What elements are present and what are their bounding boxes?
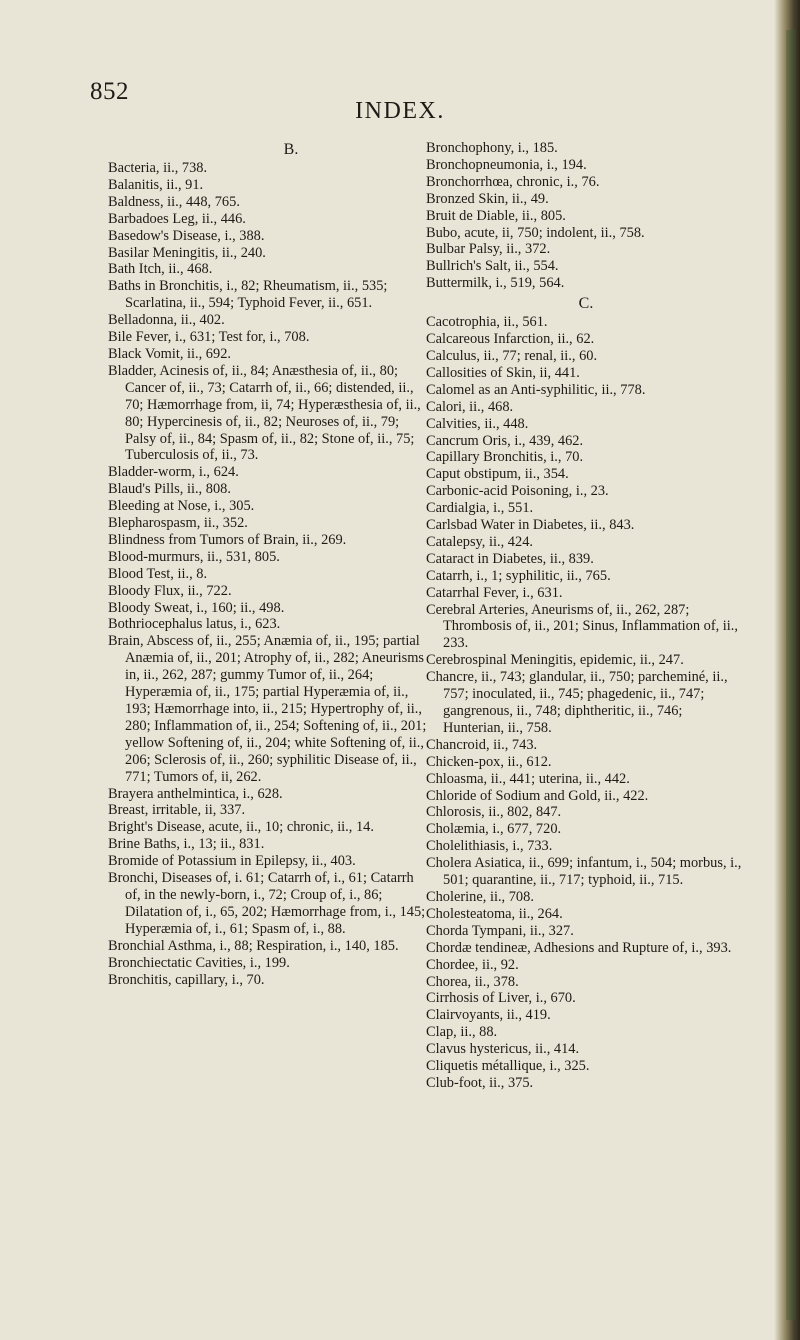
index-entry: Blindness from Tumors of Brain, ii., 269. (108, 531, 347, 548)
index-entry: Basilar Meningitis, ii., 240. (108, 244, 266, 261)
index-entry: Caput obstipum, ii., 354. (426, 466, 569, 483)
index-entry: Blood-murmurs, ii., 531, 805. (108, 548, 280, 565)
index-entry: Chorda Tympani, ii., 327. (426, 922, 574, 939)
index-entry: Blood Test, ii., 8. (108, 565, 208, 582)
index-entry: Bullrich's Salt, ii., 554. (426, 258, 559, 275)
index-entry: Cholesteatoma, ii., 264. (426, 905, 563, 922)
section-letter-c: C. (578, 295, 594, 313)
index-entry: Basedow's Disease, i., 388. (108, 227, 265, 244)
index-entry: Callosities of Skin, ii, 441. (426, 364, 580, 381)
index-entry: Bladder-worm, i., 624. (108, 464, 239, 481)
index-entry: Bothriocephalus latus, i., 623. (108, 616, 281, 633)
index-entry: Brine Baths, i., 13; ii., 831. (108, 836, 265, 853)
index-entry: Catarrh, i., 1; syphilitic, ii., 765. (426, 567, 611, 584)
index-entry: Chancre, ii., 743; glandular, ii., 750; parcheminé, ii., 757; inoculated, ii., 745; phagedenic, ii., 747; gangrenous, ii., 748; diphtheritic, ii., 746; Hunterian, ii., 758. (426, 669, 728, 736)
index-entry: Chloride of Sodium and Gold, ii., 422. (426, 787, 649, 804)
index-entry: Barbadoes Leg, ii., 446. (108, 210, 246, 227)
index-entry: Bruit de Diable, ii., 805. (426, 207, 566, 224)
index-entry: Chicken-pox, ii., 612. (426, 753, 552, 770)
index-entry: Club-foot, ii., 375. (426, 1074, 534, 1091)
index-entry: Bronchiectatic Cavities, i., 199. (108, 954, 290, 971)
index-entry: Calvities, ii., 448. (426, 415, 529, 432)
index-entry: Bacteria, ii., 738. (108, 160, 208, 176)
index-entry: Brain, Abscess of, ii., 255; Anæmia of, ii., 195; partial Anæmia of, ii., 201; Atrophy of, ii., 282; Aneurisms in, ii., 262, 287; gummy Tumor of, ii., 264; Hyperæmia of, ii., 175; partial Hyperæmia of, ii., 193; Hæmorrhage into, ii., 215; Hypertrophy of, ii., 280; Inflammation of, ii., 254; Softening of, ii., 201; yellow Softening of, ii., 204; white Softening of, ii., 206; Sclerosis of, ii., 260; syphilitic Disease of, ii., 771; Tumors of, ii, 262. (108, 633, 427, 785)
index-entry: Cliquetis métallique, i., 325. (426, 1058, 590, 1075)
index-entry: Baldness, ii., 448, 765. (108, 193, 240, 210)
index-entry: Bronchophony, i., 185. (426, 140, 558, 156)
index-entry: Balanitis, ii., 91. (108, 176, 204, 193)
index-entry: Bubo, acute, ii, 750; indolent, ii., 758. (426, 224, 645, 241)
index-entry: Catalepsy, ii., 424. (426, 533, 533, 550)
index-entry: Bronchi, Diseases of, i. 61; Catarrh of, i., 61; Catarrh of, in the newly-born, i., 72; Croup of, i., 86; Dilatation of, i., 65, 202; Hæmorrhage from, i., 145; Hyperæmia of, i., 61; Spasm of, i., 88. (108, 870, 426, 937)
index-entry: Cholerine, ii., 708. (426, 888, 534, 905)
index-entry: Bladder, Acinesis of, ii., 84; Anæsthesia of, ii., 80; Cancer of, ii., 73; Catarrh of, ii., 66; distended, ii., 70; Hæmorrhage from, ii, 74; Hyperæsthesia of, ii., 80; Hypercinesis of, ii., 82; Neuroses of, ii., 79; Palsy of, ii., 84; Spasm of, ii., 82; Stone of, ii., 75; Tuberculosis of, ii., 73. (108, 362, 421, 464)
right-column (426, 140, 746, 1092)
index-entry: Calomel as an Anti-syphilitic, ii., 778. (426, 381, 646, 398)
page-title: INDEX. (355, 98, 445, 124)
left-column (108, 140, 428, 988)
index-entry: Bloody Sweat, i., 160; ii., 498. (108, 599, 285, 616)
index-entry: Bromide of Potassium in Epilepsy, ii., 403. (108, 853, 356, 870)
index-entry: Belladonna, ii., 402. (108, 312, 225, 329)
index-entry: Chlorosis, ii., 802, 847. (426, 804, 562, 821)
index-entry: Cerebrospinal Meningitis, epidemic, ii., 247. (426, 652, 684, 669)
index-entry: Calculus, ii., 77; renal, ii., 60. (426, 347, 598, 364)
index-entry: Bronchorrhœa, chronic, i., 76. (426, 173, 600, 190)
index-entry: Chloasma, ii., 441; uterina, ii., 442. (426, 770, 630, 787)
index-entry: Clairvoyants, ii., 419. (426, 1007, 551, 1024)
index-entry: Blaud's Pills, ii., 808. (108, 481, 231, 498)
index-entry: Catarrhal Fever, i., 631. (426, 584, 563, 601)
index-entry: Bronchial Asthma, i., 88; Respiration, i., 140, 185. (108, 937, 399, 954)
index-entry: Cancrum Oris, i., 439, 462. (426, 432, 584, 449)
index-entry: Cirrhosis of Liver, i., 670. (426, 990, 576, 1007)
index-entry: Cholera Asiatica, ii., 699; infantum, i., 504; morbus, i., 501; quarantine, ii., 717; typhoid, ii., 715. (426, 855, 742, 889)
index-entry: Brayera anthelmintica, i., 628. (108, 785, 283, 802)
index-entry: Carlsbad Water in Diabetes, ii., 843. (426, 517, 635, 534)
index-entry: Cataract in Diabetes, ii., 839. (426, 550, 594, 567)
index-entry: Chancroid, ii., 743. (426, 736, 538, 753)
index-entry: Cholæmia, i., 677, 720. (426, 821, 562, 838)
index-entry: Bloody Flux, ii., 722. (108, 582, 232, 599)
index-entry: Clavus hystericus, ii., 414. (426, 1041, 580, 1058)
index-entry: Black Vomit, ii., 692. (108, 345, 231, 362)
index-entry: Cardialgia, i., 551. (426, 500, 534, 517)
index-entry: Clap, ii., 88. (426, 1024, 498, 1041)
section-letter-b: B. (283, 141, 299, 158)
index-entry: Blepharospasm, ii., 352. (108, 515, 248, 532)
index-entry: Bath Itch, ii., 468. (108, 261, 213, 278)
index-entry: Cacotrophia, ii., 561. (426, 314, 548, 331)
index-entry: Chorea, ii., 378. (426, 973, 519, 990)
index-entry: Capillary Bronchitis, i., 70. (426, 449, 584, 466)
index-entry: Bright's Disease, acute, ii., 10; chronic, ii., 14. (108, 819, 374, 836)
index-entry: Bleeding at Nose, i., 305. (108, 498, 255, 515)
index-entry: Bulbar Palsy, ii., 372. (426, 241, 551, 258)
index-entry: Bronzed Skin, ii., 49. (426, 190, 549, 207)
index-entry: Breast, irritable, ii, 337. (108, 802, 246, 819)
index-entry: Bronchopneumonia, i., 194. (426, 156, 587, 173)
index-entry: Carbonic-acid Poisoning, i., 23. (426, 483, 609, 500)
index-entry: Calcareous Infarction, ii., 62. (426, 331, 595, 348)
index-entry: Calori, ii., 468. (426, 398, 514, 415)
page-edge-tint (786, 30, 796, 1320)
index-entry: Bile Fever, i., 631; Test for, i., 708. (108, 329, 310, 346)
index-entry: Chordæ tendineæ, Adhesions and Rupture of, i., 393. (426, 939, 732, 956)
index-entry: Cholelithiasis, i., 733. (426, 838, 553, 855)
index-entry: Buttermilk, i., 519, 564. (426, 275, 565, 292)
index-entry: Bronchitis, capillary, i., 70. (108, 971, 265, 988)
page-number: 852 (90, 78, 129, 105)
index-entry: Cerebral Arteries, Aneurisms of, ii., 262, 287; Thrombosis of, ii., 201; Sinus, Inflammation of, ii., 233. (426, 601, 738, 652)
index-entry: Chordee, ii., 92. (426, 956, 519, 973)
index-entry: Baths in Bronchitis, i., 82; Rheumatism, ii., 535; Scarlatina, ii., 594; Typhoid Fever, ii., 651. (108, 278, 388, 312)
